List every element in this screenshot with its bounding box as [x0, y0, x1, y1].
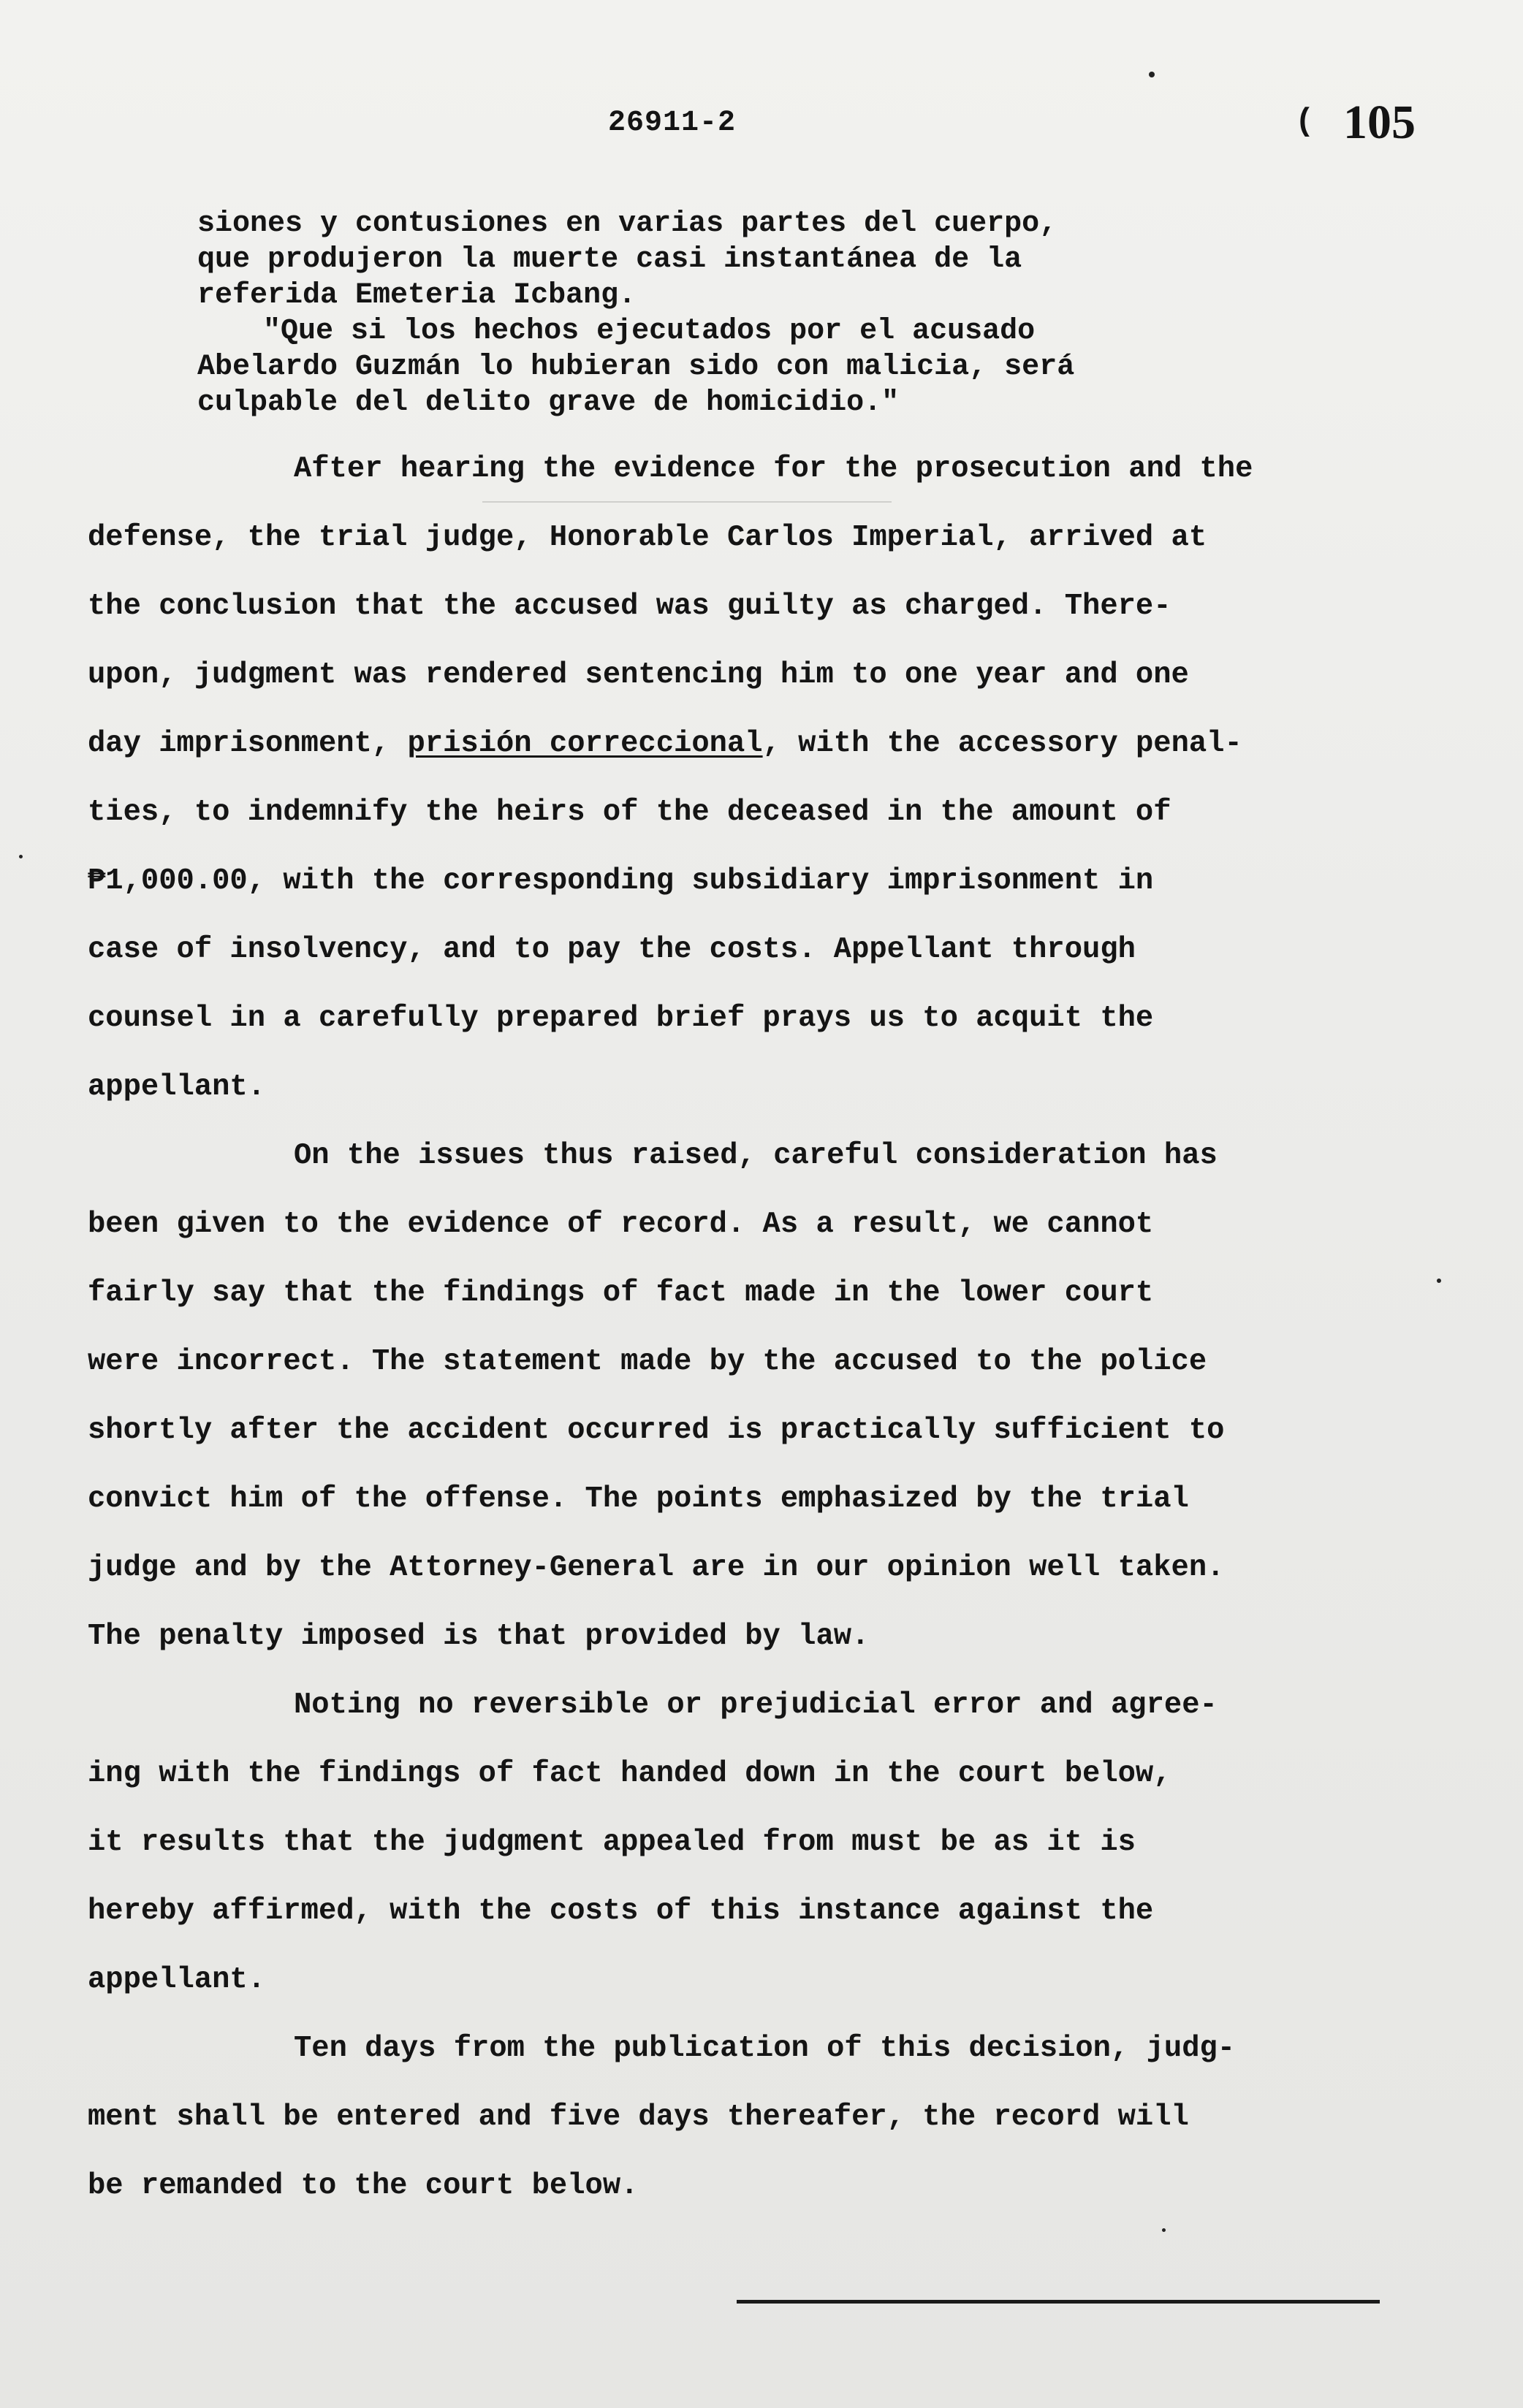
speck — [1437, 1279, 1441, 1283]
text-line: judge and by the Attorney-General are in our opinion well taken. — [88, 1551, 1225, 1585]
quote-line: que produjeron la muerte casi instantánea de la — [197, 243, 1022, 276]
speck — [1162, 2228, 1166, 2232]
text-line: upon, judgment was rendered sentencing him to one year and one — [88, 658, 1189, 692]
text-line: appellant. — [88, 1963, 266, 1997]
text-line: fairly say that the findings of fact made in the lower court — [88, 1276, 1154, 1310]
page-header — [0, 95, 1523, 161]
paragraph-3 — [88, 1671, 1447, 2014]
text-line: appellant. — [88, 1070, 266, 1104]
text-line: Ten days from the publication of this decision, judg- — [294, 2032, 1236, 2065]
text-segment: day imprisonment, — [88, 727, 408, 761]
text-line: been given to the evidence of record. As a result, we cannot — [88, 1208, 1154, 1241]
text-line: counsel in a carefully prepared brief prays us to acquit the — [88, 1002, 1154, 1035]
text-line: Noting no reversible or prejudicial error and agree- — [294, 1688, 1218, 1722]
underlined-term: prisión correccional — [407, 727, 763, 761]
page-mark: ( — [1295, 104, 1315, 140]
paragraph-4 — [88, 2014, 1447, 2220]
text-line: the conclusion that the accused was guilty as charged. There- — [88, 590, 1171, 623]
text-line: case of insolvency, and to pay the costs. Appellant through — [88, 933, 1136, 967]
text-line: were incorrect. The statement made by the accused to the police — [88, 1345, 1207, 1379]
text-line: shortly after the accident occurred is practically sufficient to — [88, 1414, 1225, 1447]
text-line: The penalty imposed is that provided by law. — [88, 1620, 870, 1653]
doc-number: 26911-2 — [608, 107, 737, 140]
text-line: defense, the trial judge, Honorable Carlos Imperial, arrived at — [88, 521, 1207, 555]
text-segment: , with the accessory penal- — [762, 727, 1242, 761]
speck — [19, 855, 23, 858]
quote-line: Abelardo Guzmán lo hubieran sido con malicia, será — [197, 351, 1075, 384]
text-line: ing with the findings of fact handed down in the court below, — [88, 1757, 1171, 1791]
quote-line: referida Emeteria Icbang. — [197, 279, 637, 312]
text-line — [88, 709, 1447, 778]
paragraph-1 — [88, 435, 1447, 1121]
quote-line: "Que si los hechos ejecutados por el acusado — [263, 315, 1036, 348]
text-line: ties, to indemnify the heirs of the deceased in the amount of — [88, 796, 1171, 829]
body-text — [88, 435, 1447, 2220]
text-line: ₱1,000.00, with the corresponding subsidiary imprisonment in — [88, 864, 1154, 898]
text-line: ment shall be entered and five days thereafer, the record will — [88, 2100, 1189, 2134]
quote-line: culpable del delito grave de homicidio." — [197, 386, 900, 419]
text-line: After hearing the evidence for the prosecution and the — [294, 452, 1253, 486]
paragraph-2 — [88, 1121, 1447, 1671]
quote-line: siones y contusiones en varias partes del cuerpo, — [197, 207, 1057, 240]
speck — [1149, 72, 1155, 77]
text-line: convict him of the offense. The points emphasized by the trial — [88, 1482, 1189, 1516]
page-number: 105 — [1343, 96, 1416, 149]
text-line: be remanded to the court below. — [88, 2169, 639, 2203]
text-line: it results that the judgment appealed from must be as it is — [88, 1826, 1136, 1859]
quoted-text — [197, 206, 1294, 421]
text-line: On the issues thus raised, careful consideration has — [294, 1139, 1218, 1173]
signature-line — [737, 2300, 1380, 2304]
text-line: hereby affirmed, with the costs of this instance against the — [88, 1894, 1154, 1928]
